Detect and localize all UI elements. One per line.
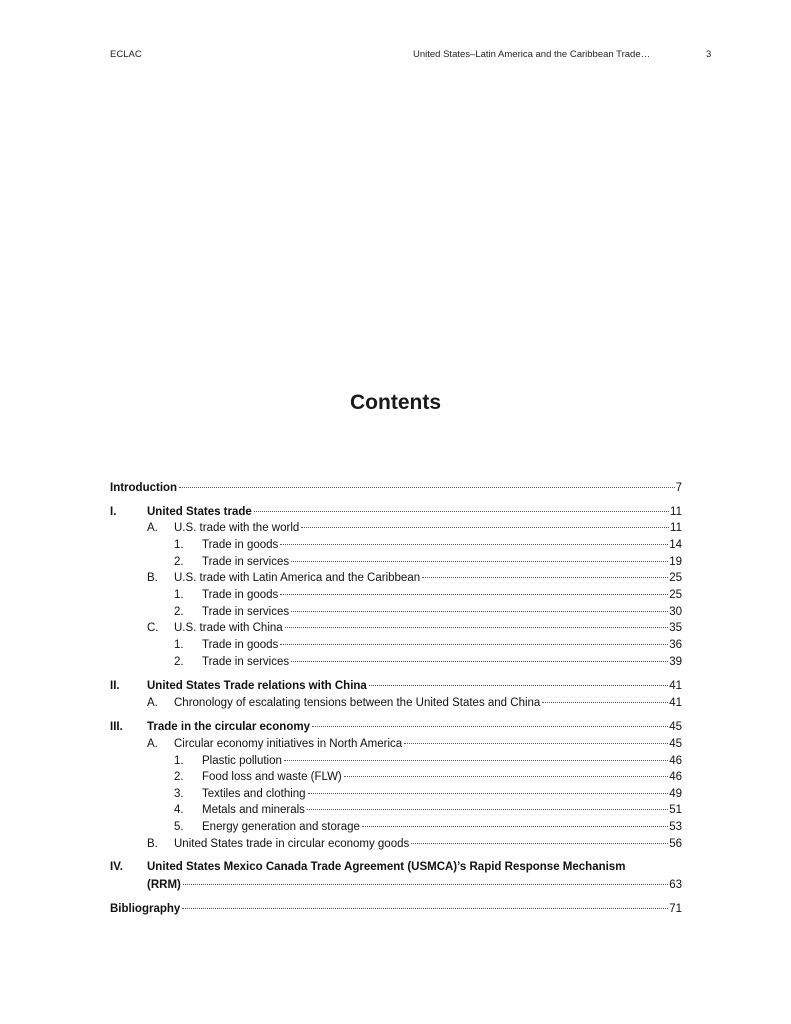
toc-label: 2. [174,606,184,618]
toc-page-number: 45 [669,721,682,733]
toc-page-number: 25 [669,572,682,584]
toc-entry-chapter-4-continued[interactable] [110,877,682,893]
toc-label: 1. [174,639,184,651]
dot-leader [404,743,668,744]
toc-label: A. [147,738,158,750]
toc-entry-text: Trade in goods [202,539,279,551]
toc-entry-text: U.S. trade with the world [174,522,300,534]
toc-entry-text: Trade in goods [202,639,279,651]
toc-entry-bibliography[interactable] [110,901,682,917]
toc-label: 1. [174,755,184,767]
toc-page-number: 63 [669,879,682,891]
toc-page-number: 36 [669,639,682,651]
toc-page-number: 45 [669,738,682,750]
toc-entry-subsection[interactable] [110,819,682,835]
dot-leader [280,644,668,645]
dot-leader [182,908,668,909]
dot-leader [291,561,668,562]
toc-entry-chapter-4[interactable] [110,859,682,875]
dot-leader [362,826,668,827]
toc-label: A. [147,522,158,534]
toc-page-number: 7 [675,482,682,494]
toc-label: 2. [174,556,184,568]
toc-entry-text-continued: (RRM) [147,879,181,891]
dot-leader [542,702,668,703]
toc-entry-text: Trade in goods [202,589,279,601]
toc-page-number: 39 [669,656,682,668]
toc-page-number: 51 [669,804,682,816]
header-page-number: 3 [706,49,712,60]
toc-entry-text: Introduction [110,482,178,494]
toc-label: 5. [174,821,184,833]
toc-page-number: 46 [669,771,682,783]
toc-label: C. [147,622,159,634]
dot-leader [183,884,668,885]
toc-page-number: 25 [669,589,682,601]
toc-entry-subsection[interactable] [110,604,682,620]
toc-entry-subsection[interactable] [110,654,682,670]
dot-leader [411,843,668,844]
toc-entry-subsection[interactable] [110,587,682,603]
toc-entry-text: United States trade in circular economy goods [174,838,410,850]
dot-leader [280,594,668,595]
toc-page-number: 11 [670,522,682,534]
toc-entry-subsection[interactable] [110,637,682,653]
dot-leader [280,544,668,545]
toc-entry-text: Circular economy initiatives in North America [174,738,403,750]
toc-label: IV. [110,861,124,873]
dot-leader [291,611,668,612]
toc-entry-subsection[interactable] [110,786,682,802]
toc-entry-text: United States Trade relations with China [147,680,367,692]
toc-entry-section[interactable] [110,695,682,711]
toc-entry-text: Metals and minerals [202,804,305,816]
dot-leader [422,577,668,578]
toc-label: I. [110,506,117,518]
toc-page-number: 49 [669,788,682,800]
toc-page-number: 46 [669,755,682,767]
header-organization: ECLAC [110,49,142,60]
toc-entry-text: Chronology of escalating tensions between the United States and China [174,697,541,709]
toc-page-number: 19 [669,556,682,568]
toc-label: 1. [174,589,184,601]
toc-entry-subsection[interactable] [110,753,682,769]
toc-entry-text: Energy generation and storage [202,821,360,833]
toc-entry-chapter-3[interactable] [110,719,682,735]
toc-entry-text: Textiles and clothing [202,788,306,800]
toc-entry-section[interactable] [110,736,682,752]
toc-label: B. [147,838,158,850]
toc-entry-text: Food loss and waste (FLW) [202,771,342,783]
toc-entry-section[interactable] [110,570,682,586]
toc-entry-section[interactable] [110,836,682,852]
toc-entry-text: Plastic pollution [202,755,282,767]
dot-leader [254,511,669,512]
toc-label: 2. [174,771,184,783]
toc-entry-text: Trade in the circular economy [147,721,310,733]
dot-leader [369,685,668,686]
toc-label: B. [147,572,158,584]
dot-leader [344,776,668,777]
toc-page-number: 14 [669,539,682,551]
toc-page-number: 30 [669,606,682,618]
toc-entry-subsection[interactable] [110,769,682,785]
toc-page-number: 11 [670,506,682,518]
toc-entry-text: United States Mexico Canada Trade Agreement (USMCA)’s Rapid Response Mechanism [147,861,626,873]
toc-entry-subsection[interactable] [110,802,682,818]
dot-leader [308,793,669,794]
toc-entry-subsection[interactable] [110,537,682,553]
toc-entry-text: U.S. trade with China [174,622,283,634]
toc-label: 4. [174,804,184,816]
dot-leader [312,726,668,727]
toc-entry-introduction[interactable] [110,480,682,496]
toc-entry-text: Trade in services [202,556,290,568]
toc-label: II. [110,680,120,692]
toc-entry-chapter-2[interactable] [110,678,682,694]
toc-page-number: 71 [669,903,682,915]
toc-entry-text: Trade in services [202,656,290,668]
toc-page-number: 41 [669,697,682,709]
dot-leader [307,809,668,810]
toc-entry-section[interactable] [110,620,682,636]
toc-entry-subsection[interactable] [110,554,682,570]
contents-title: Contents [350,391,441,414]
toc-entry-chapter-1[interactable] [110,504,682,520]
toc-page-number: 41 [669,680,682,692]
dot-leader [285,627,669,628]
toc-entry-text: Bibliography [110,903,181,915]
dot-leader [284,760,668,761]
toc-label: 2. [174,656,184,668]
toc-entry-text: U.S. trade with Latin America and the Caribbean [174,572,421,584]
toc-label: 1. [174,539,184,551]
dot-leader [291,661,668,662]
toc-label: III. [110,721,123,733]
toc-page-number: 56 [669,838,682,850]
toc-label: 3. [174,788,184,800]
toc-page-number: 35 [669,622,682,634]
header-document-title: United States–Latin America and the Caribbean Trade… [413,49,651,60]
toc-entry-text: Trade in services [202,606,290,618]
toc-entry-text: United States trade [147,506,252,518]
toc-label: A. [147,697,158,709]
dot-leader [301,527,669,528]
toc-page-number: 53 [669,821,682,833]
dot-leader [179,487,675,488]
toc-entry-section[interactable] [110,520,682,536]
